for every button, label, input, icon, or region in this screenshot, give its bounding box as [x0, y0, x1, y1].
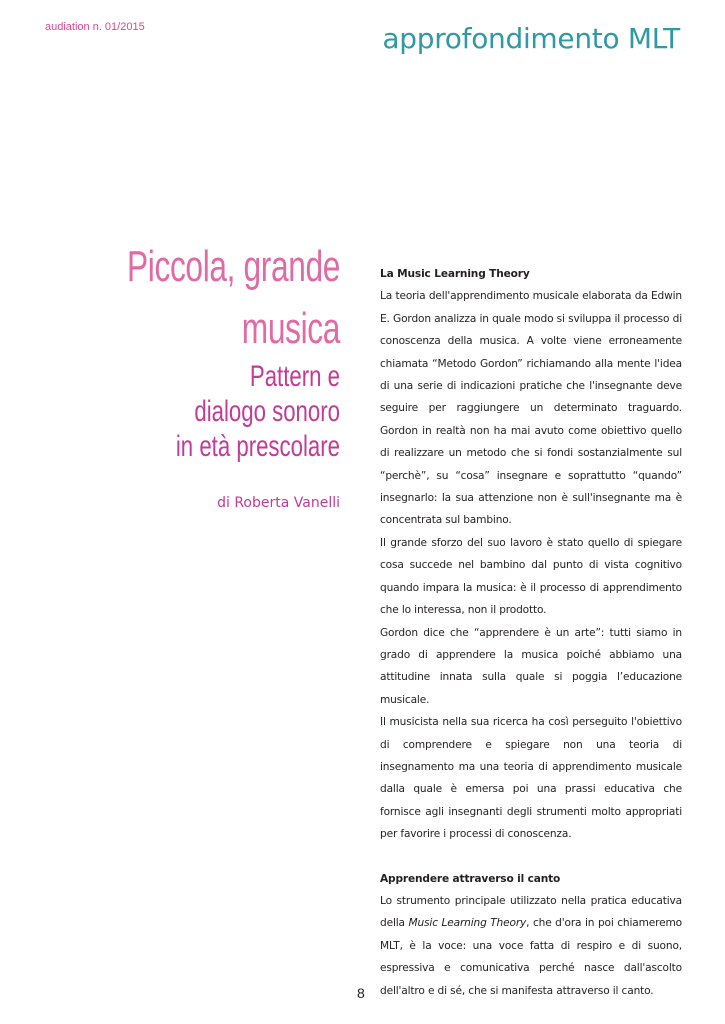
- section-spacer: [380, 846, 682, 868]
- section-title: approfondimento MLT: [382, 22, 680, 55]
- article-heading: [20, 236, 340, 465]
- mlt-italic-term: Music Learning Theory: [408, 917, 527, 930]
- section-heading-canto: Apprendere attraverso il canto: [380, 872, 561, 885]
- article-body-column: [380, 263, 682, 1002]
- body-paragraph-5: [380, 890, 682, 1002]
- section-heading-mlt: La Music Learning Theory: [380, 268, 530, 280]
- paragraph-5-start: Lo strumento principale utilizzato nella pratica educativa della: [380, 894, 682, 930]
- body-paragraph-1: La teoria dell'apprendimento musicale elaborata da Edwin E. Gordon analizza in quale modo si sviluppa il processo di conoscenza della musica. A volte viene erroneamente chiamata “Metodo Gordon” richiamando alla mente l'idea di una serie di indicazioni pratiche che l'insegnante deve seguire per raggiungere un determinato traguardo. Gordon in realtà non ha mai avuto come obiettivo quello di realizzare un metodo che si fondi sostanzialmente sul “perchè”, su “cosa” insegnare e soprattutto “quando” insegnarlo: la sua attenzione non è sull'insegnante ma è concentrata sul bambino.: [380, 290, 682, 527]
- paragraph-5-end: , che d'ora in poi chiameremo MLT, è la voce: una voce fatta di respiro e di suono, espressiva e comunicativa perché nasce dall'ascolto dell'altro e di sé, che si manifesta attraverso il canto.: [380, 917, 683, 997]
- article-subtitle-line-1: Pattern e: [249, 360, 340, 393]
- body-paragraph-2: Il grande sforzo del suo lavoro è stato quello di spiegare cosa succede nel bambino dal punto di vista cognitivo quando impara la musica: è il processo di apprendimento che lo interessa, non il prodotto.: [380, 536, 682, 617]
- body-paragraph-4: Il musicista nella sua ricerca ha così perseguito l'obiettivo di comprendere e spiegare non una teoria di insegnamento ma una teoria di apprendimento musicale dalla quale è emersa poi una prassi educativa che fornisce agli insegnanti degli strumenti molto appropriati per favorire i processi di conoscenza.: [380, 716, 682, 841]
- issue-label: audiation n. 01/2015: [45, 21, 145, 33]
- page-number: 8: [357, 985, 365, 1001]
- article-author: di Roberta Vanelli: [217, 495, 340, 511]
- article-subtitle-line-3: in età prescolare: [175, 430, 340, 463]
- article-subtitle-line-2: dialogo sonoro: [194, 395, 340, 428]
- article-title-line-2: musica: [241, 304, 340, 353]
- body-paragraph-3: Gordon dice che “apprendere è un arte”: tutti siamo in grado di apprendere la musica poiché abbiamo una attitudine innata sulla quale si poggia l’educazione musicale.: [380, 626, 682, 706]
- article-title-line-1: Piccola, grande: [127, 242, 340, 291]
